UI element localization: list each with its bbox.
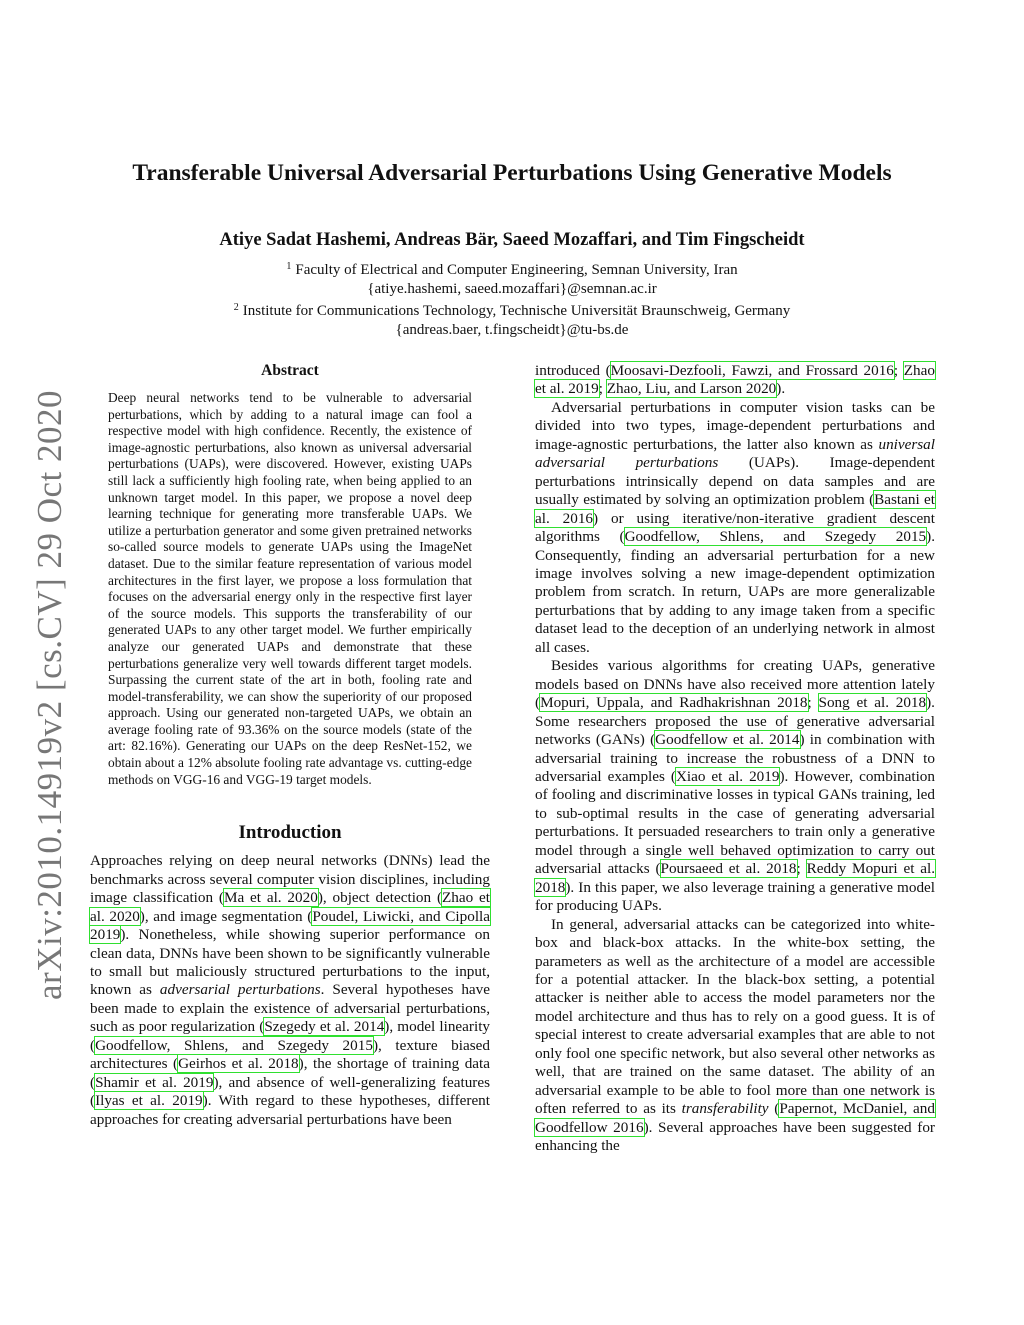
text-run: ). However, combination of fooling and discriminative losses in typical GANs training, led to sub-optimal results in the case of generating adversarial perturbations. It persuaded researchers to train only a generative model through a single well behaved optimization to carry out adversarial attacks ( (535, 767, 935, 878)
affiliation-2-name: Institute for Communications Technology, Technische Universität Braunschweig, Germany (242, 303, 791, 319)
affiliation-1 (80, 257, 944, 299)
paper-title: Transferable Universal Adversarial Perturbations Using Generative Models (132, 160, 892, 186)
citation-link[interactable]: Reddy Mopuri et al. 2018 (535, 860, 936, 896)
citation-link[interactable]: Moosavi-Dezfooli, Fawzi, and Frossard 2016 (610, 362, 894, 379)
introduction-heading: Introduction (238, 822, 342, 844)
right-column (535, 362, 935, 1155)
citation-link[interactable]: Zhao, Liu, and Larson 2020 (606, 380, 777, 398)
affiliation-2 (80, 298, 944, 340)
citation-link[interactable]: Papernot, McDaniel, and Goodfellow 2016 (535, 1100, 935, 1136)
emphasis: adversarial perturbations (159, 981, 321, 999)
affiliation-1-name: Faculty of Electrical and Computer Engineering, Semnan University, Iran (295, 262, 738, 278)
paragraph-3 (535, 657, 935, 915)
text-run: ). Some researchers proposed the use of generative adversarial networks (GANs) ( (535, 694, 935, 749)
citation-link[interactable]: Goodfellow, Shlens, and Szegedy 2015 (95, 1036, 373, 1054)
text-run: ). In this paper, we also leverage training a generative model for producing UAPs. (535, 878, 935, 915)
abstract-heading: Abstract (261, 362, 319, 379)
text-run: In general, adversarial attacks can be categorized into white-box and black-box attacks. In the white-box setting, the parameters as well as the architecture of a model are accessible for a potential attacker. In the black-box setting, a potential attacker is neither able to access the model parameters nor the model architecture and thus has to rely on a good guess. It is of special interest to create adversarial examples that are able to not only fool one specific network, but also several other networks as well, that are trained on the same dataset. The ability of an adversarial example to be able to fool more than one network is often referred to as its (535, 915, 935, 1118)
text-run: ). Several approaches have been suggested for enhancing the (535, 1118, 935, 1155)
text-run: ), and absence of well-generalizing features ( (90, 1073, 490, 1110)
text-run: ), object detection ( (317, 889, 442, 907)
citation-link[interactable]: Shamir et al. 2019 (95, 1073, 214, 1091)
citation-link[interactable]: Xiao et al. 2019 (675, 767, 780, 785)
text-run: ; (807, 694, 819, 712)
text-run: . Several hypotheses have been made to explain the existence of adversarial perturbations, such as poor regularization ( (90, 981, 490, 1036)
text-run: ( (768, 1100, 780, 1118)
citation-link[interactable]: Zhao et al. 2020 (90, 889, 490, 925)
text-run: ), model linearity ( (90, 1018, 491, 1054)
citation-link[interactable]: Zhao et al. 2019 (535, 362, 935, 398)
text-run: ). (776, 380, 786, 398)
affiliation-1-email: {atiye.hashemi, saeed.mozaffari}@semnan.ac.ir (367, 281, 657, 297)
text-run: ; (796, 860, 807, 878)
text-run: ), texture biased architectures ( (90, 1036, 490, 1073)
emphasis: transferability (681, 1100, 769, 1118)
citation-link[interactable]: Szegedy et al. 2014 (264, 1018, 385, 1036)
citation-link[interactable]: Mopuri, Uppala, and Radhakrishnan 2018 (540, 694, 808, 712)
citation-link[interactable]: Ilyas et al. 2019 (95, 1092, 203, 1110)
text-run: Approaches relying on deep neural networks (DNNs) lead the benchmarks across several computer vision disciplines, including image classification ( (90, 852, 490, 907)
paragraph-2 (535, 399, 935, 657)
text-run: ), and image segmentation ( (139, 907, 313, 925)
arxiv-identifier: arXiv:2010.14919v2 [cs.CV] 29 Oct 2020 (30, 389, 69, 1000)
text-run: ). Nonetheless, while showing superior performance on clean data, DNNs have been shown to be significantly vulnerable to small but maliciously structured perturbations to the input, known as (90, 926, 490, 999)
intro-paragraph-1-continued (535, 362, 935, 399)
citation-link[interactable]: Goodfellow, Shlens, and Szegedy 2015 (624, 528, 927, 546)
text-run: ). Consequently, finding an adversarial perturbation for a new image involves solving a new image-dependent optimization problem from scratch. In return, UAPs are more generalizable perturbations that by adding to any image taken from a specific dataset lead to the deception of an underlying network in almost all cases. (535, 528, 935, 656)
affiliation-1-number: 1 (286, 261, 292, 272)
affiliation-2-email: {andreas.baer, t.fingscheidt}@tu-bs.de (395, 322, 629, 338)
citation-link[interactable]: Bastani et al. 2016 (535, 491, 935, 527)
citation-link[interactable]: Goodfellow et al. 2014 (655, 731, 800, 749)
citation-link[interactable]: Poursaeed et al. 2018 (660, 860, 797, 878)
citation-link[interactable]: Song et al. 2018 (818, 694, 927, 712)
text-run: ). With regard to these hypotheses, different approaches for creating adversarial perturbations have been (90, 1092, 490, 1128)
citation-link[interactable]: Poudel, Liwicki, and Cipolla 2019 (90, 907, 490, 944)
text-run: Besides various algorithms for creating UAPs, generative models based on DNNs have also received more attention lately ( (535, 657, 935, 712)
text-run: ) in combination with adversarial training to increase the robustness of a DNN to adversarial examples ( (535, 731, 935, 785)
intro-paragraph-1 (90, 852, 490, 1129)
text-run: ; (598, 380, 607, 398)
text-run: ), the shortage of training data ( (90, 1055, 490, 1091)
text-run: Adversarial perturbations in computer vision tasks can be divided into two types, image-dependent perturbations and image-agnostic perturbations, the latter also known as (535, 398, 935, 453)
text-run: ) or using iterative/non-iterative gradient descent algorithms ( (535, 509, 935, 546)
citation-link[interactable]: Ma et al. 2020 (223, 889, 318, 907)
citation-link[interactable]: Geirhos et al. 2018 (178, 1055, 299, 1073)
text-run: introduced ( (535, 362, 611, 379)
text-run: ; (893, 362, 904, 379)
paragraph-4 (535, 916, 935, 1156)
author-list: Atiye Sadat Hashemi, Andreas Bär, Saeed Mozaffari, and Tim Fingscheidt (219, 230, 805, 250)
abstract-text: Deep neural networks tend to be vulnerable to adversarial perturbations, which by adding to a natural image can fool a respective model with high confidence. Recently, the existence of image-agnostic perturbations, also known as universal adversarial perturbations (UAPs), were discovered. However, existing UAPs still lack a sufficiently high fooling rate, when being applied to an unknown target model. In this paper, we propose a novel deep learning technique for generating more transferable UAPs. We utilize a perturbation generator and some given pretrained networks so-called source models to generate UAPs using the ImageNet dataset. Due to the similar feature representation of various model architectures in the first layer, we propose a loss formulation that focuses on the adversarial energy only in the respective first layer of the source models. This supports the transferability of our generated UAPs to any other target model. We further empirically analyze our generated UAPs and demonstrate that these perturbations generalize very well towards different target models. Surpassing the current state of the art in both, fooling rate and model-transferability, we can show the superiority of our proposed approach. Using our generated non-targeted UAPs, we obtain an average fooling rate of 93.36% on the source models (state of the art: 82.16%). Generating our UAPs on the deep ResNet-152, we obtain about a 12% absolute fooling rate advantage vs. cutting-edge methods on VGG-16 and VGG-19 target models. (108, 390, 472, 787)
left-column (90, 362, 490, 1129)
emphasis: universal adversarial perturbations (535, 435, 935, 472)
text-run: (UAPs). Image-dependent perturbations intrinsically depend on data samples and are usually estimated by solving an optimization problem ( (535, 454, 935, 509)
affiliation-2-number: 2 (233, 302, 239, 313)
